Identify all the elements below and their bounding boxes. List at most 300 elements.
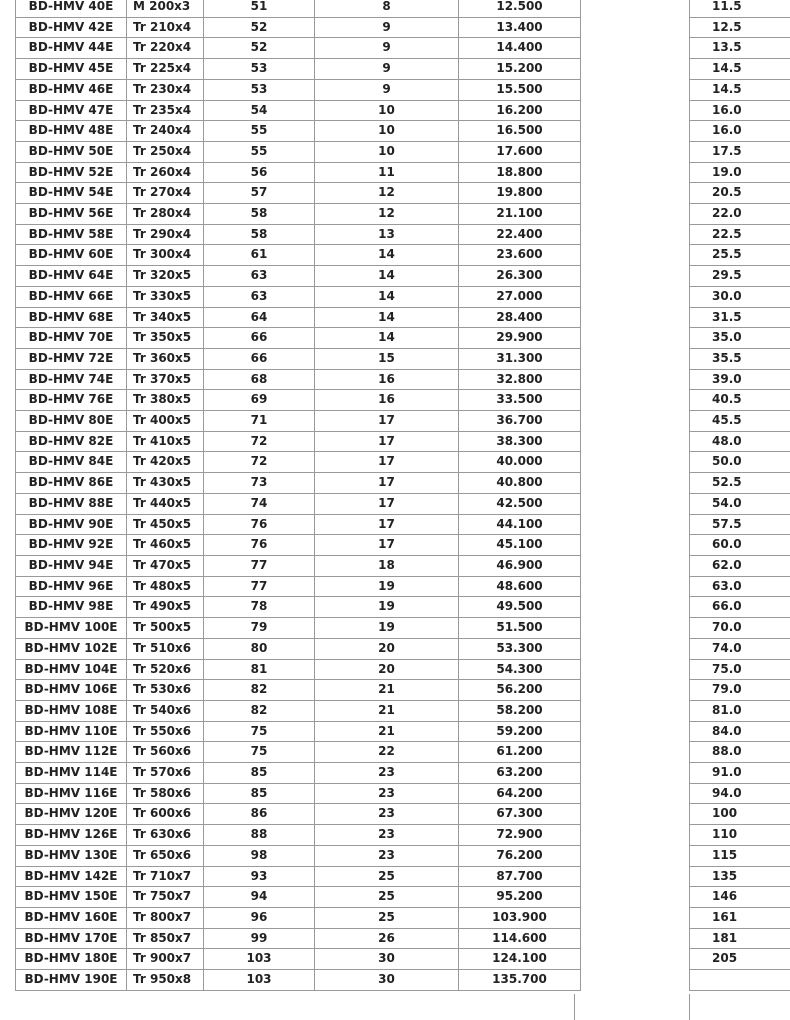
table-row (690, 659, 790, 680)
table-row (16, 638, 581, 659)
dimension-b-cell: 23 (315, 825, 459, 846)
thread-cell: Tr 800x7 (127, 907, 204, 928)
value-cell: 32.800 (459, 369, 581, 390)
table-row (16, 59, 581, 80)
table-row (690, 369, 790, 390)
table-row (690, 866, 790, 887)
model-cell: BD-HMV 46E (16, 79, 127, 100)
thread-cell: Tr 460x5 (127, 535, 204, 556)
dimension-b-cell: 26 (315, 928, 459, 949)
dimension-b-cell: 21 (315, 721, 459, 742)
table-row (16, 348, 581, 369)
model-cell: BD-HMV 40E (16, 0, 127, 17)
weight-cell: 94.0 (690, 783, 790, 804)
table-row (16, 79, 581, 100)
thread-cell: Tr 260x4 (127, 162, 204, 183)
value-cell: 87.700 (459, 866, 581, 887)
dimension-b-cell: 16 (315, 369, 459, 390)
model-cell: BD-HMV 100E (16, 618, 127, 639)
weight-cell: 57.5 (690, 514, 790, 535)
model-cell: BD-HMV 90E (16, 514, 127, 535)
table-row (16, 0, 581, 17)
thread-cell: Tr 570x6 (127, 763, 204, 784)
value-cell: 61.200 (459, 742, 581, 763)
thread-cell: Tr 430x5 (127, 473, 204, 494)
model-cell: BD-HMV 92E (16, 535, 127, 556)
weight-cell: 205 (690, 949, 790, 970)
table-row (16, 928, 581, 949)
model-cell: BD-HMV 150E (16, 887, 127, 908)
value-cell: 45.100 (459, 535, 581, 556)
model-cell: BD-HMV 47E (16, 100, 127, 121)
thread-cell: Tr 900x7 (127, 949, 204, 970)
weight-cell: 54.0 (690, 493, 790, 514)
table-row (16, 721, 581, 742)
dimension-a-cell: 57 (204, 183, 315, 204)
value-cell: 15.200 (459, 59, 581, 80)
dimension-b-cell: 23 (315, 845, 459, 866)
dimension-a-cell: 64 (204, 307, 315, 328)
table-row (16, 845, 581, 866)
weight-cell: 40.5 (690, 390, 790, 411)
table-row (690, 38, 790, 59)
model-cell: BD-HMV 84E (16, 452, 127, 473)
table-row (16, 307, 581, 328)
thread-cell: Tr 290x4 (127, 224, 204, 245)
value-cell: 56.200 (459, 680, 581, 701)
table-row (690, 493, 790, 514)
table-row (690, 907, 790, 928)
thread-cell: Tr 250x4 (127, 141, 204, 162)
value-cell: 48.600 (459, 576, 581, 597)
thread-cell: Tr 580x6 (127, 783, 204, 804)
value-cell: 95.200 (459, 887, 581, 908)
table-row (690, 411, 790, 432)
model-cell: BD-HMV 142E (16, 866, 127, 887)
weight-cell: 74.0 (690, 638, 790, 659)
dimension-a-cell: 81 (204, 659, 315, 680)
model-cell: BD-HMV 116E (16, 783, 127, 804)
thread-cell: Tr 490x5 (127, 597, 204, 618)
weight-cell: 22.0 (690, 204, 790, 225)
dimension-b-cell: 17 (315, 514, 459, 535)
specs-table-body (16, 0, 581, 990)
table-row (16, 17, 581, 38)
table-row (16, 473, 581, 494)
weight-cell: 181 (690, 928, 790, 949)
dimension-a-cell: 86 (204, 804, 315, 825)
value-cell: 53.300 (459, 638, 581, 659)
thread-cell: Tr 230x4 (127, 79, 204, 100)
value-cell: 76.200 (459, 845, 581, 866)
dimension-a-cell: 58 (204, 204, 315, 225)
table-row (690, 949, 790, 970)
value-cell: 38.300 (459, 431, 581, 452)
table-row (16, 949, 581, 970)
model-cell: BD-HMV 72E (16, 348, 127, 369)
table-row (16, 183, 581, 204)
dimension-b-cell: 19 (315, 576, 459, 597)
dimension-b-cell: 8 (315, 0, 459, 17)
table-row (16, 141, 581, 162)
weight-cell: 13.5 (690, 38, 790, 59)
table-row (690, 204, 790, 225)
value-cell: 16.200 (459, 100, 581, 121)
dimension-a-cell: 63 (204, 266, 315, 287)
weight-cell: 66.0 (690, 597, 790, 618)
dimension-a-cell: 94 (204, 887, 315, 908)
weight-cell: 52.5 (690, 473, 790, 494)
model-cell: BD-HMV 120E (16, 804, 127, 825)
thread-cell: Tr 550x6 (127, 721, 204, 742)
thread-cell: Tr 530x6 (127, 680, 204, 701)
value-cell: 17.600 (459, 141, 581, 162)
thread-cell: Tr 520x6 (127, 659, 204, 680)
dimension-b-cell: 17 (315, 431, 459, 452)
dimension-a-cell: 79 (204, 618, 315, 639)
table-row (16, 514, 581, 535)
thread-cell: Tr 630x6 (127, 825, 204, 846)
weight-cell: 70.0 (690, 618, 790, 639)
model-cell: BD-HMV 52E (16, 162, 127, 183)
dimension-a-cell: 99 (204, 928, 315, 949)
table-row (16, 907, 581, 928)
dimension-b-cell: 17 (315, 411, 459, 432)
thread-cell: Tr 400x5 (127, 411, 204, 432)
dimension-b-cell: 9 (315, 38, 459, 59)
model-cell: BD-HMV 114E (16, 763, 127, 784)
table-row (690, 121, 790, 142)
model-cell: BD-HMV 54E (16, 183, 127, 204)
dimension-b-cell: 20 (315, 638, 459, 659)
dimension-a-cell: 68 (204, 369, 315, 390)
table-row (690, 473, 790, 494)
model-cell: BD-HMV 42E (16, 17, 127, 38)
dimension-b-cell: 10 (315, 121, 459, 142)
dimension-a-cell: 55 (204, 141, 315, 162)
dimension-b-cell: 16 (315, 390, 459, 411)
weight-cell: 29.5 (690, 266, 790, 287)
dimension-b-cell: 21 (315, 700, 459, 721)
weight-cell: 60.0 (690, 535, 790, 556)
weight-cell: 75.0 (690, 659, 790, 680)
dimension-a-cell: 55 (204, 121, 315, 142)
dimension-b-cell: 9 (315, 59, 459, 80)
weight-cell: 110 (690, 825, 790, 846)
value-cell: 36.700 (459, 411, 581, 432)
table-row (16, 597, 581, 618)
model-cell: BD-HMV 104E (16, 659, 127, 680)
dimension-b-cell: 14 (315, 266, 459, 287)
table-row (16, 555, 581, 576)
table-row (690, 825, 790, 846)
thread-cell: Tr 320x5 (127, 266, 204, 287)
weight-cell: 135 (690, 866, 790, 887)
table-row (690, 183, 790, 204)
value-cell: 44.100 (459, 514, 581, 535)
table-row (690, 79, 790, 100)
table-row (16, 887, 581, 908)
value-cell: 46.900 (459, 555, 581, 576)
model-cell: BD-HMV 76E (16, 390, 127, 411)
value-cell: 124.100 (459, 949, 581, 970)
weight-cell: 25.5 (690, 245, 790, 266)
model-cell: BD-HMV 86E (16, 473, 127, 494)
dimension-b-cell: 30 (315, 970, 459, 991)
dimension-b-cell: 14 (315, 328, 459, 349)
dimension-b-cell: 13 (315, 224, 459, 245)
weight-cell: 14.5 (690, 79, 790, 100)
table-row (690, 845, 790, 866)
weight-cell: 11.5 (690, 0, 790, 17)
dimension-a-cell: 76 (204, 535, 315, 556)
dimension-b-cell: 21 (315, 680, 459, 701)
model-cell: BD-HMV 56E (16, 204, 127, 225)
table-row (16, 825, 581, 846)
table-row (690, 804, 790, 825)
weight-cell: 84.0 (690, 721, 790, 742)
dimension-b-cell: 12 (315, 183, 459, 204)
dimension-a-cell: 77 (204, 576, 315, 597)
dimension-b-cell: 10 (315, 141, 459, 162)
table-row (16, 866, 581, 887)
model-cell: BD-HMV 160E (16, 907, 127, 928)
thread-cell: Tr 440x5 (127, 493, 204, 514)
dimension-a-cell: 69 (204, 390, 315, 411)
weight-cell: 79.0 (690, 680, 790, 701)
table-row (690, 59, 790, 80)
table-row (690, 680, 790, 701)
value-cell: 19.800 (459, 183, 581, 204)
model-cell: BD-HMV 88E (16, 493, 127, 514)
value-cell: 23.600 (459, 245, 581, 266)
dimension-a-cell: 76 (204, 514, 315, 535)
value-cell: 42.500 (459, 493, 581, 514)
weight-cell: 12.5 (690, 17, 790, 38)
table-row (16, 535, 581, 556)
model-cell: BD-HMV 50E (16, 141, 127, 162)
table-row (16, 286, 581, 307)
weight-cell: 19.0 (690, 162, 790, 183)
thread-cell: Tr 480x5 (127, 576, 204, 597)
table-row (690, 0, 790, 17)
table-row (690, 431, 790, 452)
dimension-a-cell: 88 (204, 825, 315, 846)
thread-cell: Tr 350x5 (127, 328, 204, 349)
specs-table (15, 0, 581, 991)
table-row (690, 700, 790, 721)
thread-cell: Tr 410x5 (127, 431, 204, 452)
dimension-a-cell: 52 (204, 17, 315, 38)
dimension-b-cell: 15 (315, 348, 459, 369)
table-row (16, 245, 581, 266)
model-cell: BD-HMV 74E (16, 369, 127, 390)
table-row (690, 638, 790, 659)
thread-cell: Tr 280x4 (127, 204, 204, 225)
weight-cell: 45.5 (690, 411, 790, 432)
dimension-b-cell: 18 (315, 555, 459, 576)
model-cell: BD-HMV 96E (16, 576, 127, 597)
value-cell: 54.300 (459, 659, 581, 680)
model-cell: BD-HMV 112E (16, 742, 127, 763)
column-divider-line (574, 994, 575, 1020)
value-cell: 27.000 (459, 286, 581, 307)
dimension-a-cell: 75 (204, 721, 315, 742)
weight-cell: 161 (690, 907, 790, 928)
weight-cell: 14.5 (690, 59, 790, 80)
table-row (16, 162, 581, 183)
table-row (690, 597, 790, 618)
dimension-b-cell: 23 (315, 783, 459, 804)
value-cell: 28.400 (459, 307, 581, 328)
table-row (16, 742, 581, 763)
table-row (690, 100, 790, 121)
table-row (690, 514, 790, 535)
table-row (16, 763, 581, 784)
dimension-b-cell: 30 (315, 949, 459, 970)
dimension-a-cell: 51 (204, 0, 315, 17)
thread-cell: M 200x3 (127, 0, 204, 17)
table-row (690, 763, 790, 784)
table-row (16, 266, 581, 287)
dimension-a-cell: 96 (204, 907, 315, 928)
weight-cell: 81.0 (690, 700, 790, 721)
table-row (16, 680, 581, 701)
value-cell: 135.700 (459, 970, 581, 991)
model-cell: BD-HMV 94E (16, 555, 127, 576)
dimension-b-cell: 17 (315, 535, 459, 556)
model-cell: BD-HMV 126E (16, 825, 127, 846)
thread-cell: Tr 470x5 (127, 555, 204, 576)
weight-cell: 16.0 (690, 100, 790, 121)
table-row (690, 928, 790, 949)
value-cell: 15.500 (459, 79, 581, 100)
dimension-b-cell: 17 (315, 452, 459, 473)
dimension-a-cell: 82 (204, 700, 315, 721)
thread-cell: Tr 750x7 (127, 887, 204, 908)
value-cell: 31.300 (459, 348, 581, 369)
dimension-b-cell: 19 (315, 597, 459, 618)
table-row (690, 286, 790, 307)
dimension-b-cell: 25 (315, 866, 459, 887)
table-row (690, 618, 790, 639)
table-row (16, 970, 581, 991)
weight-cell: 16.0 (690, 121, 790, 142)
thread-cell: Tr 235x4 (127, 100, 204, 121)
weight-cell: 50.0 (690, 452, 790, 473)
dimension-a-cell: 85 (204, 763, 315, 784)
weight-cell (690, 970, 790, 991)
table-row (16, 576, 581, 597)
thread-cell: Tr 450x5 (127, 514, 204, 535)
thread-cell: Tr 330x5 (127, 286, 204, 307)
model-cell: BD-HMV 64E (16, 266, 127, 287)
weight-cell: 35.5 (690, 348, 790, 369)
dimension-a-cell: 58 (204, 224, 315, 245)
table-row (690, 576, 790, 597)
dimension-a-cell: 80 (204, 638, 315, 659)
table-row (690, 224, 790, 245)
value-cell: 103.900 (459, 907, 581, 928)
dimension-b-cell: 10 (315, 100, 459, 121)
table-row (16, 121, 581, 142)
table-row (16, 328, 581, 349)
table-row (690, 266, 790, 287)
model-cell: BD-HMV 82E (16, 431, 127, 452)
dimension-b-cell: 23 (315, 763, 459, 784)
dimension-a-cell: 72 (204, 452, 315, 473)
thread-cell: Tr 240x4 (127, 121, 204, 142)
model-cell: BD-HMV 70E (16, 328, 127, 349)
dimension-b-cell: 20 (315, 659, 459, 680)
model-cell: BD-HMV 190E (16, 970, 127, 991)
table-row (16, 390, 581, 411)
thread-cell: Tr 370x5 (127, 369, 204, 390)
weight-cell: 63.0 (690, 576, 790, 597)
dimension-a-cell: 78 (204, 597, 315, 618)
weight-cell: 17.5 (690, 141, 790, 162)
table-row (690, 887, 790, 908)
table-row (690, 390, 790, 411)
table-row (690, 348, 790, 369)
dimension-b-cell: 14 (315, 245, 459, 266)
weight-column-body (690, 0, 790, 990)
dimension-b-cell: 17 (315, 493, 459, 514)
thread-cell: Tr 850x7 (127, 928, 204, 949)
value-cell: 63.200 (459, 763, 581, 784)
value-cell: 58.200 (459, 700, 581, 721)
value-cell: 14.400 (459, 38, 581, 59)
weight-cell: 115 (690, 845, 790, 866)
table-row (690, 307, 790, 328)
weight-cell: 35.0 (690, 328, 790, 349)
weight-cell: 100 (690, 804, 790, 825)
value-cell: 49.500 (459, 597, 581, 618)
dimension-a-cell: 85 (204, 783, 315, 804)
table-row (16, 783, 581, 804)
thread-cell: Tr 540x6 (127, 700, 204, 721)
model-cell: BD-HMV 180E (16, 949, 127, 970)
value-cell: 33.500 (459, 390, 581, 411)
table-row (16, 431, 581, 452)
model-cell: BD-HMV 44E (16, 38, 127, 59)
value-cell: 114.600 (459, 928, 581, 949)
model-cell: BD-HMV 60E (16, 245, 127, 266)
model-cell: BD-HMV 66E (16, 286, 127, 307)
weight-cell: 22.5 (690, 224, 790, 245)
model-cell: BD-HMV 110E (16, 721, 127, 742)
dimension-a-cell: 53 (204, 79, 315, 100)
dimension-a-cell: 75 (204, 742, 315, 763)
dimension-b-cell: 14 (315, 307, 459, 328)
table-row (690, 742, 790, 763)
thread-cell: Tr 340x5 (127, 307, 204, 328)
thread-cell: Tr 220x4 (127, 38, 204, 59)
table-row (690, 535, 790, 556)
dimension-a-cell: 103 (204, 970, 315, 991)
dimension-a-cell: 73 (204, 473, 315, 494)
table-row (690, 452, 790, 473)
table-row (16, 38, 581, 59)
weight-cell: 48.0 (690, 431, 790, 452)
weight-cell: 146 (690, 887, 790, 908)
model-cell: BD-HMV 130E (16, 845, 127, 866)
table-row (16, 804, 581, 825)
table-row (16, 204, 581, 225)
dimension-b-cell: 12 (315, 204, 459, 225)
value-cell: 21.100 (459, 204, 581, 225)
dimension-a-cell: 54 (204, 100, 315, 121)
